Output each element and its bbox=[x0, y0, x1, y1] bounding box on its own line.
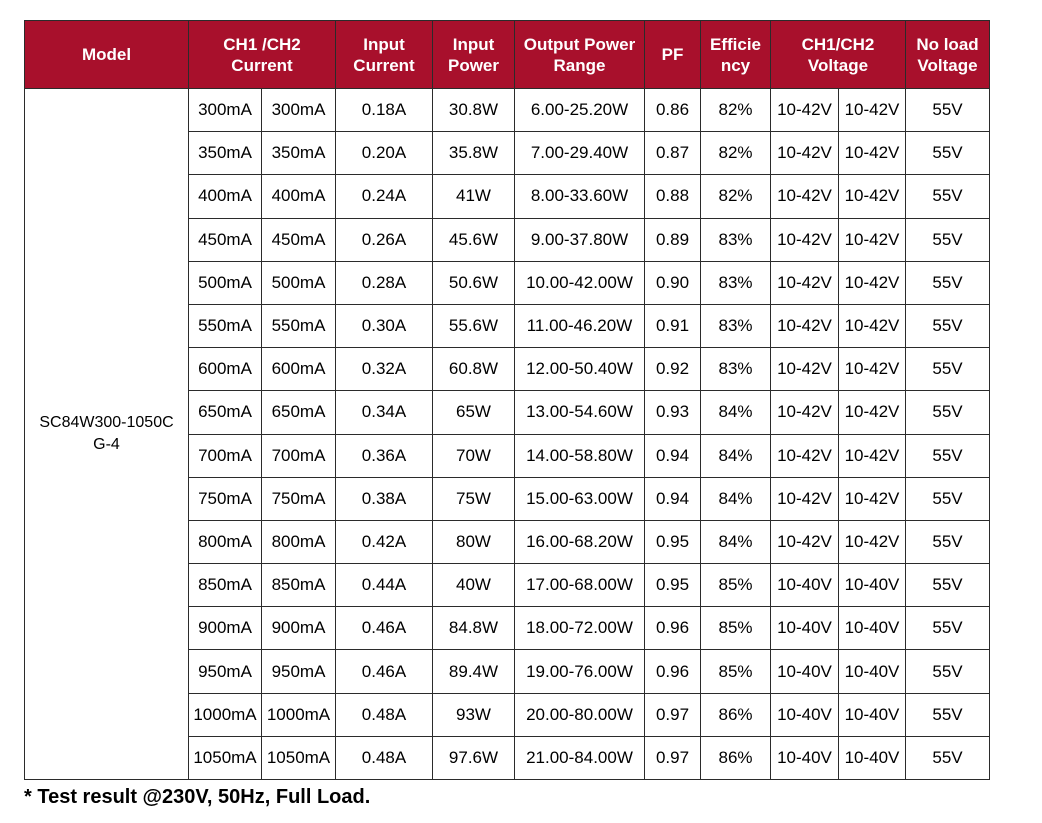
ch1-current-cell: 500mA bbox=[189, 261, 262, 304]
header-pf: PF bbox=[645, 21, 701, 89]
efficiency-cell: 83% bbox=[701, 261, 771, 304]
header-row bbox=[25, 21, 990, 89]
input-current-cell: 0.34A bbox=[336, 391, 433, 434]
ch1-voltage-cell: 10-42V bbox=[771, 477, 839, 520]
pf-cell: 0.89 bbox=[645, 218, 701, 261]
efficiency-cell: 82% bbox=[701, 175, 771, 218]
model-name-line: SC84W300-1050C bbox=[39, 414, 174, 431]
output-power-range-cell: 20.00-80.00W bbox=[515, 693, 645, 736]
pf-cell: 0.92 bbox=[645, 348, 701, 391]
ch1-current-cell: 900mA bbox=[189, 607, 262, 650]
efficiency-cell: 86% bbox=[701, 736, 771, 779]
ch2-voltage-cell: 10-40V bbox=[839, 736, 906, 779]
ch1-current-cell: 350mA bbox=[189, 132, 262, 175]
ch2-voltage-cell: 10-42V bbox=[839, 261, 906, 304]
no-load-voltage-cell: 55V bbox=[906, 607, 990, 650]
header-model: Model bbox=[25, 21, 189, 89]
no-load-voltage-cell: 55V bbox=[906, 520, 990, 563]
ch1-voltage-cell: 10-42V bbox=[771, 304, 839, 347]
efficiency-cell: 86% bbox=[701, 693, 771, 736]
efficiency-cell: 85% bbox=[701, 564, 771, 607]
no-load-voltage-cell: 55V bbox=[906, 348, 990, 391]
ch1-current-cell: 600mA bbox=[189, 348, 262, 391]
input-current-cell: 0.28A bbox=[336, 261, 433, 304]
output-power-range-cell: 17.00-68.00W bbox=[515, 564, 645, 607]
pf-cell: 0.96 bbox=[645, 607, 701, 650]
ch1-voltage-cell: 10-42V bbox=[771, 434, 839, 477]
efficiency-cell: 83% bbox=[701, 218, 771, 261]
header-input-current-line1: Input bbox=[363, 34, 405, 54]
output-power-range-cell: 7.00-29.40W bbox=[515, 132, 645, 175]
efficiency-cell: 83% bbox=[701, 304, 771, 347]
output-power-range-cell: 11.00-46.20W bbox=[515, 304, 645, 347]
input-current-cell: 0.42A bbox=[336, 520, 433, 563]
ch1-voltage-cell: 10-42V bbox=[771, 261, 839, 304]
ch1-current-cell: 550mA bbox=[189, 304, 262, 347]
footnote: * Test result @230V, 50Hz, Full Load. bbox=[24, 786, 371, 808]
output-power-range-cell: 15.00-63.00W bbox=[515, 477, 645, 520]
ch1-voltage-cell: 10-40V bbox=[771, 650, 839, 693]
pf-cell: 0.97 bbox=[645, 736, 701, 779]
input-power-cell: 50.6W bbox=[433, 261, 515, 304]
efficiency-cell: 84% bbox=[701, 434, 771, 477]
ch2-current-cell: 400mA bbox=[262, 175, 336, 218]
efficiency-cell: 84% bbox=[701, 520, 771, 563]
header-input-power-line2: Power bbox=[447, 55, 500, 75]
ch1-voltage-cell: 10-42V bbox=[771, 520, 839, 563]
header-input-power bbox=[433, 21, 515, 89]
efficiency-cell: 82% bbox=[701, 132, 771, 175]
ch2-voltage-cell: 10-40V bbox=[839, 564, 906, 607]
header-output-range bbox=[515, 21, 645, 89]
ch2-current-cell: 550mA bbox=[262, 304, 336, 347]
table-row bbox=[25, 89, 990, 132]
input-power-cell: 93W bbox=[433, 693, 515, 736]
input-current-cell: 0.36A bbox=[336, 434, 433, 477]
ch1-voltage-cell: 10-40V bbox=[771, 736, 839, 779]
output-power-range-cell: 10.00-42.00W bbox=[515, 261, 645, 304]
ch1-current-cell: 950mA bbox=[189, 650, 262, 693]
header-output-range-line2: Range bbox=[553, 55, 606, 75]
no-load-voltage-cell: 55V bbox=[906, 261, 990, 304]
ch2-voltage-cell: 10-42V bbox=[839, 132, 906, 175]
ch1-current-cell: 700mA bbox=[189, 434, 262, 477]
pf-cell: 0.94 bbox=[645, 477, 701, 520]
ch2-voltage-cell: 10-40V bbox=[839, 607, 906, 650]
header-ch-voltage bbox=[771, 21, 906, 89]
ch2-voltage-cell: 10-42V bbox=[839, 391, 906, 434]
ch2-voltage-cell: 10-42V bbox=[839, 89, 906, 132]
table-body bbox=[25, 89, 990, 780]
ch1-voltage-cell: 10-42V bbox=[771, 218, 839, 261]
ch2-voltage-cell: 10-42V bbox=[839, 304, 906, 347]
no-load-voltage-cell: 55V bbox=[906, 132, 990, 175]
pf-cell: 0.93 bbox=[645, 391, 701, 434]
ch2-current-cell: 750mA bbox=[262, 477, 336, 520]
no-load-voltage-cell: 55V bbox=[906, 477, 990, 520]
ch2-voltage-cell: 10-42V bbox=[839, 477, 906, 520]
pf-cell: 0.91 bbox=[645, 304, 701, 347]
pf-cell: 0.90 bbox=[645, 261, 701, 304]
header-ch-voltage-line1: CH1/CH2 bbox=[801, 34, 875, 54]
input-current-cell: 0.48A bbox=[336, 736, 433, 779]
ch2-current-cell: 850mA bbox=[262, 564, 336, 607]
input-power-cell: 41W bbox=[433, 175, 515, 218]
header-no-load-line2: Voltage bbox=[917, 55, 978, 75]
efficiency-cell: 84% bbox=[701, 391, 771, 434]
ch2-current-cell: 300mA bbox=[262, 89, 336, 132]
input-current-cell: 0.26A bbox=[336, 218, 433, 261]
input-current-cell: 0.38A bbox=[336, 477, 433, 520]
spec-table bbox=[24, 20, 990, 780]
ch1-current-cell: 400mA bbox=[189, 175, 262, 218]
no-load-voltage-cell: 55V bbox=[906, 736, 990, 779]
input-power-cell: 30.8W bbox=[433, 89, 515, 132]
output-power-range-cell: 12.00-50.40W bbox=[515, 348, 645, 391]
input-current-cell: 0.48A bbox=[336, 693, 433, 736]
efficiency-cell: 85% bbox=[701, 650, 771, 693]
input-current-cell: 0.18A bbox=[336, 89, 433, 132]
header-efficiency-line1: Efficie bbox=[709, 34, 762, 54]
header-no-load-voltage bbox=[906, 21, 990, 89]
output-power-range-cell: 18.00-72.00W bbox=[515, 607, 645, 650]
input-current-cell: 0.20A bbox=[336, 132, 433, 175]
output-power-range-cell: 9.00-37.80W bbox=[515, 218, 645, 261]
header-input-current bbox=[336, 21, 433, 89]
header-efficiency bbox=[701, 21, 771, 89]
ch2-current-cell: 800mA bbox=[262, 520, 336, 563]
ch2-voltage-cell: 10-42V bbox=[839, 218, 906, 261]
ch2-voltage-cell: 10-42V bbox=[839, 348, 906, 391]
output-power-range-cell: 21.00-84.00W bbox=[515, 736, 645, 779]
header-efficiency-line2: ncy bbox=[720, 55, 751, 75]
ch1-current-cell: 850mA bbox=[189, 564, 262, 607]
header-ch-current-line2: Current bbox=[231, 55, 293, 75]
input-power-cell: 89.4W bbox=[433, 650, 515, 693]
ch1-current-cell: 650mA bbox=[189, 391, 262, 434]
output-power-range-cell: 13.00-54.60W bbox=[515, 391, 645, 434]
pf-cell: 0.97 bbox=[645, 693, 701, 736]
no-load-voltage-cell: 55V bbox=[906, 564, 990, 607]
no-load-voltage-cell: 55V bbox=[906, 434, 990, 477]
ch2-voltage-cell: 10-42V bbox=[839, 520, 906, 563]
ch1-voltage-cell: 10-42V bbox=[771, 391, 839, 434]
ch2-current-cell: 450mA bbox=[262, 218, 336, 261]
header-ch-current-line1: CH1 /CH2 bbox=[223, 34, 301, 54]
ch2-current-cell: 350mA bbox=[262, 132, 336, 175]
input-power-cell: 60.8W bbox=[433, 348, 515, 391]
ch1-voltage-cell: 10-40V bbox=[771, 607, 839, 650]
output-power-range-cell: 8.00-33.60W bbox=[515, 175, 645, 218]
output-power-range-cell: 14.00-58.80W bbox=[515, 434, 645, 477]
input-current-cell: 0.46A bbox=[336, 607, 433, 650]
ch1-current-cell: 750mA bbox=[189, 477, 262, 520]
input-power-cell: 40W bbox=[433, 564, 515, 607]
input-power-cell: 55.6W bbox=[433, 304, 515, 347]
ch2-voltage-cell: 10-42V bbox=[839, 175, 906, 218]
input-power-cell: 35.8W bbox=[433, 132, 515, 175]
ch2-current-cell: 1000mA bbox=[262, 693, 336, 736]
model-cell bbox=[25, 89, 189, 780]
ch2-voltage-cell: 10-42V bbox=[839, 434, 906, 477]
ch2-voltage-cell: 10-40V bbox=[839, 693, 906, 736]
ch1-current-cell: 1000mA bbox=[189, 693, 262, 736]
output-power-range-cell: 6.00-25.20W bbox=[515, 89, 645, 132]
efficiency-cell: 84% bbox=[701, 477, 771, 520]
ch2-voltage-cell: 10-40V bbox=[839, 650, 906, 693]
efficiency-cell: 83% bbox=[701, 348, 771, 391]
pf-cell: 0.88 bbox=[645, 175, 701, 218]
input-power-cell: 65W bbox=[433, 391, 515, 434]
efficiency-cell: 82% bbox=[701, 89, 771, 132]
input-power-cell: 45.6W bbox=[433, 218, 515, 261]
no-load-voltage-cell: 55V bbox=[906, 218, 990, 261]
ch2-current-cell: 900mA bbox=[262, 607, 336, 650]
pf-cell: 0.87 bbox=[645, 132, 701, 175]
ch1-current-cell: 1050mA bbox=[189, 736, 262, 779]
header-output-range-line1: Output Power bbox=[523, 34, 636, 54]
ch1-voltage-cell: 10-42V bbox=[771, 132, 839, 175]
ch1-voltage-cell: 10-42V bbox=[771, 175, 839, 218]
ch1-voltage-cell: 10-40V bbox=[771, 693, 839, 736]
ch1-voltage-cell: 10-40V bbox=[771, 564, 839, 607]
ch1-current-cell: 450mA bbox=[189, 218, 262, 261]
ch2-current-cell: 950mA bbox=[262, 650, 336, 693]
ch1-current-cell: 800mA bbox=[189, 520, 262, 563]
header-input-current-line2: Current bbox=[353, 55, 415, 75]
ch2-current-cell: 600mA bbox=[262, 348, 336, 391]
input-power-cell: 80W bbox=[433, 520, 515, 563]
pf-cell: 0.96 bbox=[645, 650, 701, 693]
input-current-cell: 0.24A bbox=[336, 175, 433, 218]
input-current-cell: 0.30A bbox=[336, 304, 433, 347]
ch2-current-cell: 500mA bbox=[262, 261, 336, 304]
no-load-voltage-cell: 55V bbox=[906, 693, 990, 736]
input-power-cell: 70W bbox=[433, 434, 515, 477]
no-load-voltage-cell: 55V bbox=[906, 650, 990, 693]
ch2-current-cell: 1050mA bbox=[262, 736, 336, 779]
no-load-voltage-cell: 55V bbox=[906, 304, 990, 347]
no-load-voltage-cell: 55V bbox=[906, 175, 990, 218]
input-power-cell: 97.6W bbox=[433, 736, 515, 779]
header-no-load-line1: No load bbox=[916, 34, 979, 54]
no-load-voltage-cell: 55V bbox=[906, 391, 990, 434]
model-name-line: G-4 bbox=[93, 436, 120, 453]
header-input-power-line1: Input bbox=[452, 34, 495, 54]
pf-cell: 0.86 bbox=[645, 89, 701, 132]
ch1-voltage-cell: 10-42V bbox=[771, 348, 839, 391]
output-power-range-cell: 16.00-68.20W bbox=[515, 520, 645, 563]
ch2-current-cell: 650mA bbox=[262, 391, 336, 434]
pf-cell: 0.95 bbox=[645, 520, 701, 563]
input-power-cell: 75W bbox=[433, 477, 515, 520]
header-ch-current bbox=[189, 21, 336, 89]
input-current-cell: 0.32A bbox=[336, 348, 433, 391]
input-current-cell: 0.46A bbox=[336, 650, 433, 693]
ch1-voltage-cell: 10-42V bbox=[771, 89, 839, 132]
header-ch-voltage-line2: Voltage bbox=[807, 55, 869, 75]
input-power-cell: 84.8W bbox=[433, 607, 515, 650]
no-load-voltage-cell: 55V bbox=[906, 89, 990, 132]
efficiency-cell: 85% bbox=[701, 607, 771, 650]
pf-cell: 0.95 bbox=[645, 564, 701, 607]
ch1-current-cell: 300mA bbox=[189, 89, 262, 132]
pf-cell: 0.94 bbox=[645, 434, 701, 477]
input-current-cell: 0.44A bbox=[336, 564, 433, 607]
output-power-range-cell: 19.00-76.00W bbox=[515, 650, 645, 693]
ch2-current-cell: 700mA bbox=[262, 434, 336, 477]
